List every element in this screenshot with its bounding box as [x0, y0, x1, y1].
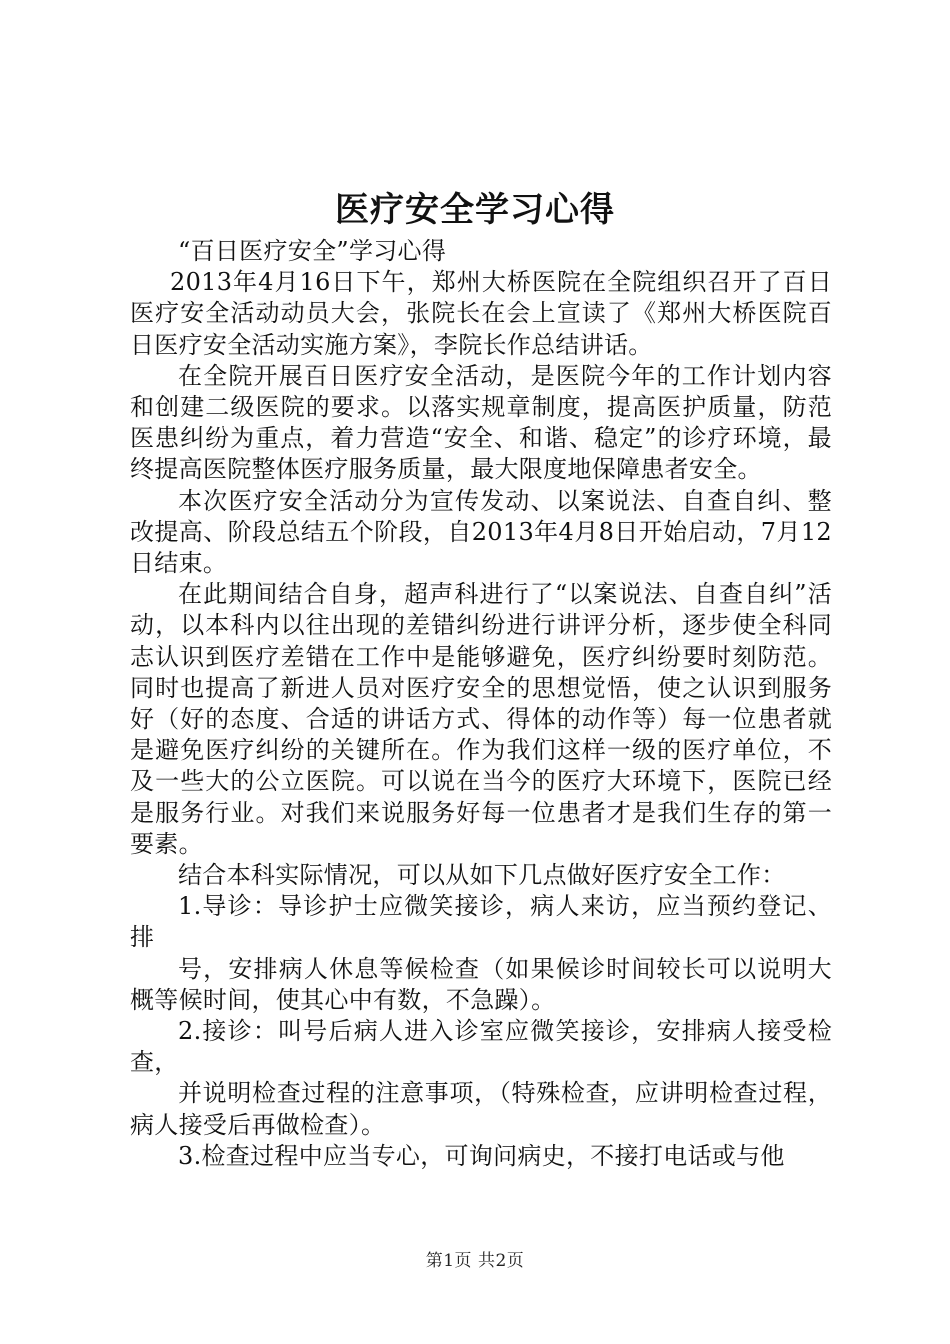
paragraph: 并说明检查过程的注意事项，（特殊检查，应讲明检查过程，病人接受后再做检查）。: [130, 1079, 832, 1139]
paragraph: 1.导诊：导诊护士应微笑接诊，病人来访，应当预约登记、排: [130, 892, 832, 952]
paragraph: 3.检查过程中应当专心，可询问病史，不接打电话或与他: [178, 1141, 785, 1170]
page-footer: 第1页 共2页: [425, 1251, 525, 1271]
paragraph: 结合本科实际情况，可以从如下几点做好医疗安全工作：: [178, 861, 786, 890]
paragraph: 2.接诊：叫号后病人进入诊室应微笑接诊，安排病人接受检查，: [130, 1017, 832, 1077]
paragraph: 在此期间结合自身，超声科进行了“以案说法、自查自纠”活动，以本科内以往出现的差错纠纷进行讲评分析，逐步使全科同志认识到医疗差错在工作中是能够避免，医疗纠纷要时刻防范。同时也提高了新进人员对医疗安全的思想觉悟，使之认识到服务好（好的态度、合适的讲话方式、得体的动作等）每一位患者就是避免医疗纠纷的关键所在。作为我们这样一级的医疗单位，不及一些大的公立医院。可以说在当今的医疗大环境下，医院已经是服务行业。对我们来说服务好每一位患者才是我们生存的第一要素。: [130, 580, 832, 858]
paragraph: 本次医疗安全活动分为宣传发动、以案说法、自查自纠、整改提高、阶段总结五个阶段，自2013年4月8日开始启动，7月12日结束。: [130, 486, 832, 578]
document-body: [130, 236, 832, 1172]
paragraph: 2013年4月16日下午，郑州大桥医院在全院组织召开了百日医疗安全活动动员大会，张院长在会上宣读了《郑州大桥医院百日医疗安全活动实施方案》，李院长作总结讲话。: [130, 268, 832, 359]
paragraph-subtitle: “百日医疗安全”学习心得: [178, 237, 447, 265]
document-title: 医疗安全学习心得: [335, 190, 615, 230]
paragraph: 号，安排病人休息等候检查（如果候诊时间较长可以说明大概等候时间，使其心中有数，不急躁）。: [130, 954, 832, 1014]
paragraph: 在全院开展百日医疗安全活动，是医院今年的工作计划内容和创建二级医院的要求。以落实规章制度，提高医护质量，防范医患纠纷为重点，着力营造“安全、和谐、稳定”的诊疗环境，最终提高医院整体医疗服务质量，最大限度地保障患者安全。: [130, 361, 832, 484]
